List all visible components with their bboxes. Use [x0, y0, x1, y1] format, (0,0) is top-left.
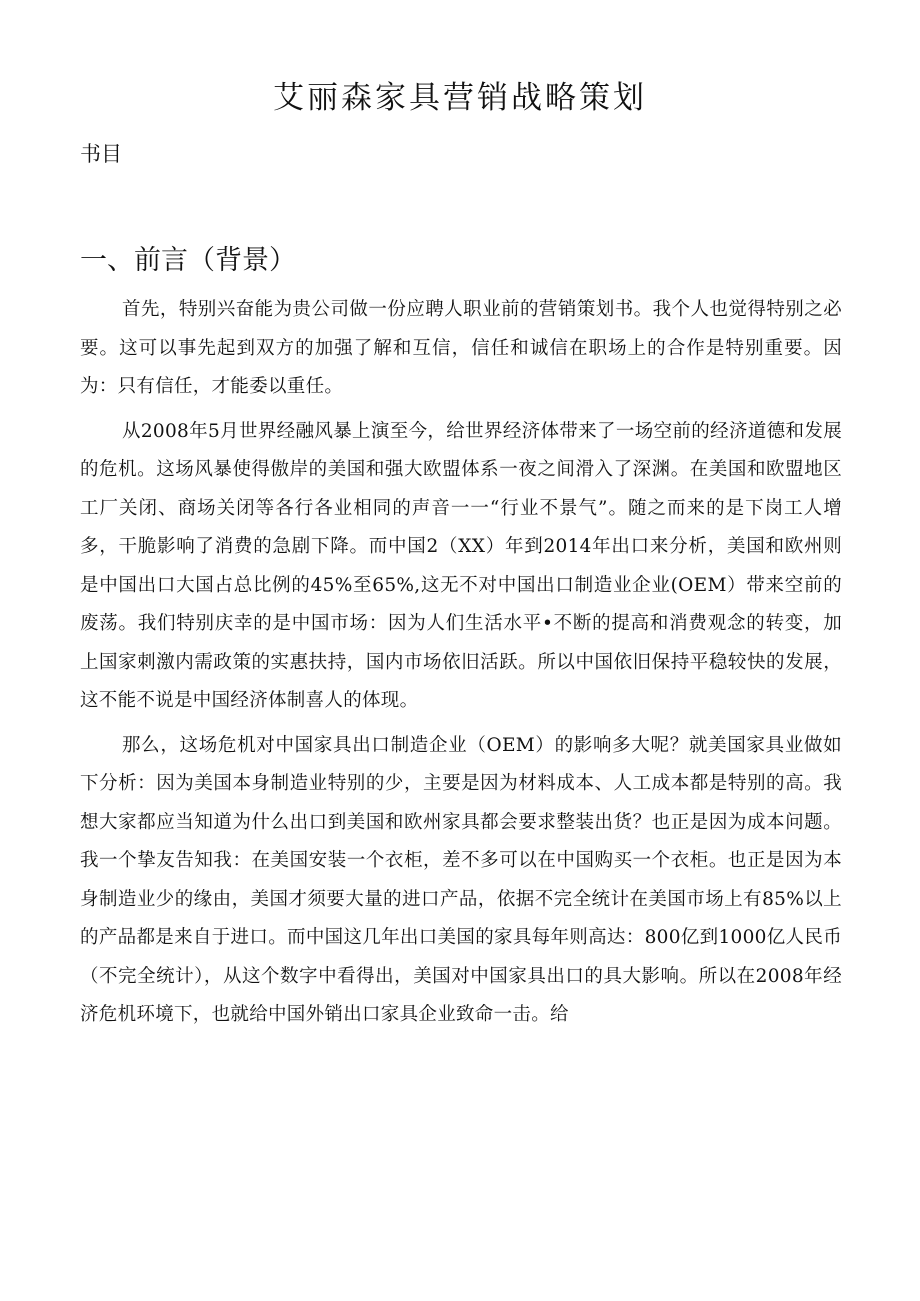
document-title: 艾丽森家具营销战略策划 — [273, 80, 647, 116]
paragraph-2: 从2008年5月世界经融风暴上演至今，给世界经济体带来了一场空前的经济道德和发展的危机。这场风暴使得傲岸的美国和强大欧盟体系一夜之间滑入了深渊。在美国和欧盟地区工厂关闭、商场关闭等各行各业相同的声音一一“行业不景气”。随之而来的是下岗工人增多，干脆影响了消费的急剧下降。而中国2（XX）年到2014年出口来分析，美国和欧州则是中国出口大国占总比例的45%至65%,这无不对中国出口制造业企业(OEM）带来空前的废荡。我们特别庆幸的是中国市场：因为人们生活水平•不断的提高和消费观念的转变，加上国家刺激内需政策的实惠扶持，国内市场依旧活跃。所以中国依旧保持平稳较快的发展，这不能不说是中国经济体制喜人的体现。 — [80, 420, 842, 711]
body-text — [80, 291, 842, 1041]
paragraph-1: 首先，特别兴奋能为贵公司做一份应聘人职业前的营销策划书。我个人也觉得特别之必要。这可以事先起到双方的加强了解和互信，信任和诚信在职场上的合作是特别重要。因为：只有信任，才能委以重任。 — [80, 299, 842, 397]
paragraph-3: 那么，这场危机对中国家具出口制造企业（OEM）的影响多大呢？就美国家具业做如下分析：因为美国本身制造业特别的少，主要是因为材料成本、人工成本都是特别的高。我想大家都应当知道为什么出口到美国和欧州家具都会要求整装出货？也正是因为成本问题。我一个挚友告知我：在美国安装一个衣柜，差不多可以在中国购买一个衣柜。也正是因为本身制造业少的缘由，美国才须要大量的进口产品，依据不完全统计在美国市场上有85%以上的产品都是来自于进口。而中国这几年出口美国的家具每年则高达：800亿到1000亿人民币（不完全统计），从这个数字中看得出，美国对中国家具出口的具大影响。所以在2008年经济危机环境下，也就给中国外销出口家具企业致命一击。给 — [80, 734, 842, 1025]
table-of-contents-label: 书目 — [80, 142, 122, 166]
section-heading-preface: 一、前言（背景） — [80, 245, 296, 276]
